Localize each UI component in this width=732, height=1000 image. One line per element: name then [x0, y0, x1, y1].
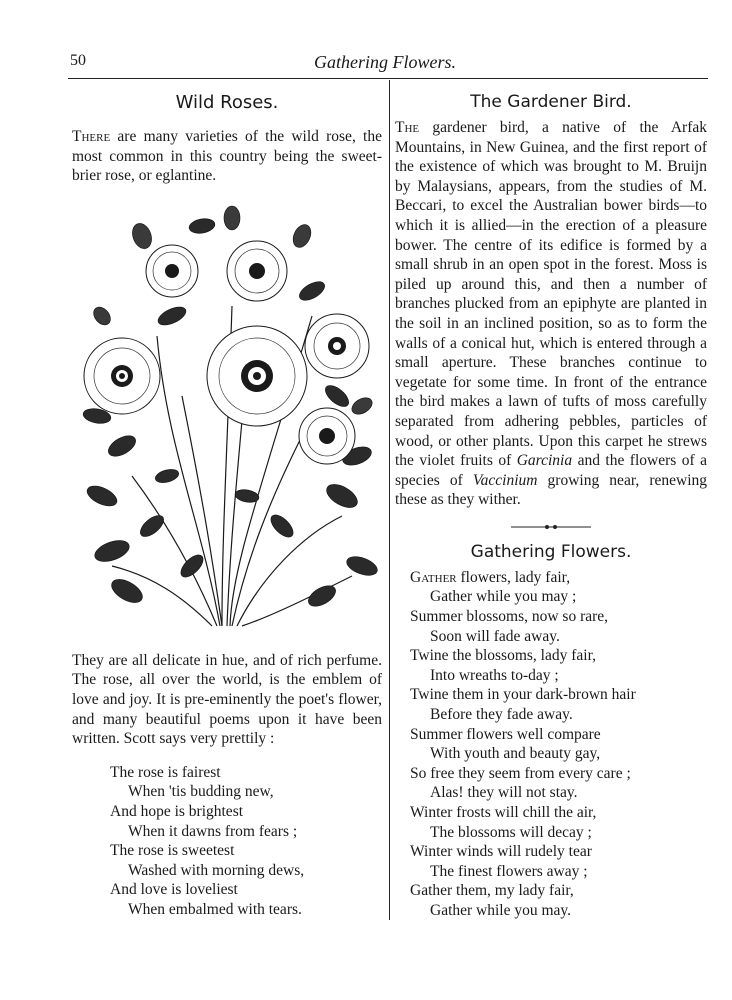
section-divider [511, 522, 591, 532]
intro-lead: There [72, 128, 111, 145]
article-title-wild-roses: Wild Roses. [175, 92, 279, 113]
right-column [395, 88, 707, 921]
column-rule [389, 80, 390, 920]
verse-line: Into wreaths to-day ; [430, 666, 559, 684]
intro-paragraph [72, 127, 382, 186]
running-title: Gathering Flowers. [314, 52, 456, 72]
verse-line: Gather while you may ; [430, 588, 577, 606]
verse-line: Twine the blossoms, lady fair, [410, 647, 596, 665]
verse-line: Soon will fade away. [430, 627, 560, 645]
verse-line: When 'tis budding new, [128, 783, 274, 801]
verse-line: And hope is brightest [110, 802, 244, 820]
page-number: 50 [70, 52, 86, 69]
verse-line: Twine them in your dark-brown hair [410, 686, 636, 704]
genus-vaccinium: Vaccinium [472, 471, 538, 489]
body-paragraph: They are all delicate in hue, and of rich perfume. The rose, all over the world, is the emblem of love and joy. It is pre-eminently the poet's flower, and many beautiful poems upon it have been written. Scott says very prettily : [72, 651, 382, 748]
verse-line: So free they seem from every care ; [410, 764, 631, 782]
verse-line: The finest flowers away ; [430, 862, 588, 880]
verse-line: When embalmed with tears. [128, 900, 302, 918]
verse-text: flowers, lady fair, [456, 568, 571, 586]
article-title-gardener-bird: The Gardener Bird. [470, 92, 632, 112]
genus-garcinia: Garcinia [516, 452, 573, 470]
wild-rose-illustration [72, 196, 382, 641]
verse-lead: Gather [410, 568, 457, 586]
verse-line: Summer flowers well compare [410, 725, 601, 743]
intro-text: are many varieties of the wild rose, the most common in this country being the sweet-brier rose, or eglantine. [72, 128, 382, 185]
verse-line: Winter winds will rudely tear [410, 843, 592, 861]
paragraph-text: and the flowers of a species of [395, 452, 707, 489]
verse-line [410, 568, 707, 588]
page-header [70, 52, 700, 76]
paragraph-text: growing near, renewing these as they wither. [395, 471, 708, 509]
gardener-bird-paragraph [395, 118, 707, 510]
verse-line: Washed with morning dews, [128, 861, 305, 879]
paragraph-lead: The [395, 119, 420, 136]
verse-line: Before they fade away. [430, 706, 573, 724]
verse-line: Gather them, my lady fair, [410, 882, 574, 900]
verse-line: The blossoms will decay ; [430, 823, 592, 841]
gathering-flowers-poem [410, 568, 707, 921]
verse-line: When it dawns from fears ; [128, 822, 298, 840]
verse-line: With youth and beauty gay, [430, 745, 601, 763]
verse-line: Gather while you may. [430, 901, 572, 919]
verse-line: Summer blossoms, now so rare, [410, 608, 609, 626]
paragraph-text: gardener bird, a native of the Arfak Mountains, in New Guinea, and the first report of the existence of which was brought to M. Bruijn by Malaysians, appears, from the studies of M. Beccari, to excel the Australian bower birds—to which it is allied—in the erection of a pleasure bower. The centre of its edifice is formed by a small shrub in an open spot in the forest. Moss is piled up around this, and then a number of branches plucked from an epiphyte are planted in the soil in an inclined position, so as to form the walls of a conical hut, which is entered through a small aperture. These branches continue to vegetate for some time. In front of the entrance the bird makes a lawn of tufts of moss carefully separated from adhering pebbles, particles of wood, or other plants. Upon this carpet he strews the violet fruits of [395, 119, 707, 470]
verse-line: Alas! they will not stay. [430, 784, 578, 802]
verse-line: The rose is sweetest [110, 842, 235, 860]
left-column [72, 88, 382, 920]
verse-line: Winter frosts will chill the air, [410, 804, 597, 821]
verse-line: And love is loveliest [110, 881, 238, 899]
scott-verse [110, 763, 382, 920]
verse-line: The rose is fairest [110, 763, 221, 781]
poem-title-gathering-flowers: Gathering Flowers. [470, 541, 632, 562]
header-rule [68, 78, 708, 79]
